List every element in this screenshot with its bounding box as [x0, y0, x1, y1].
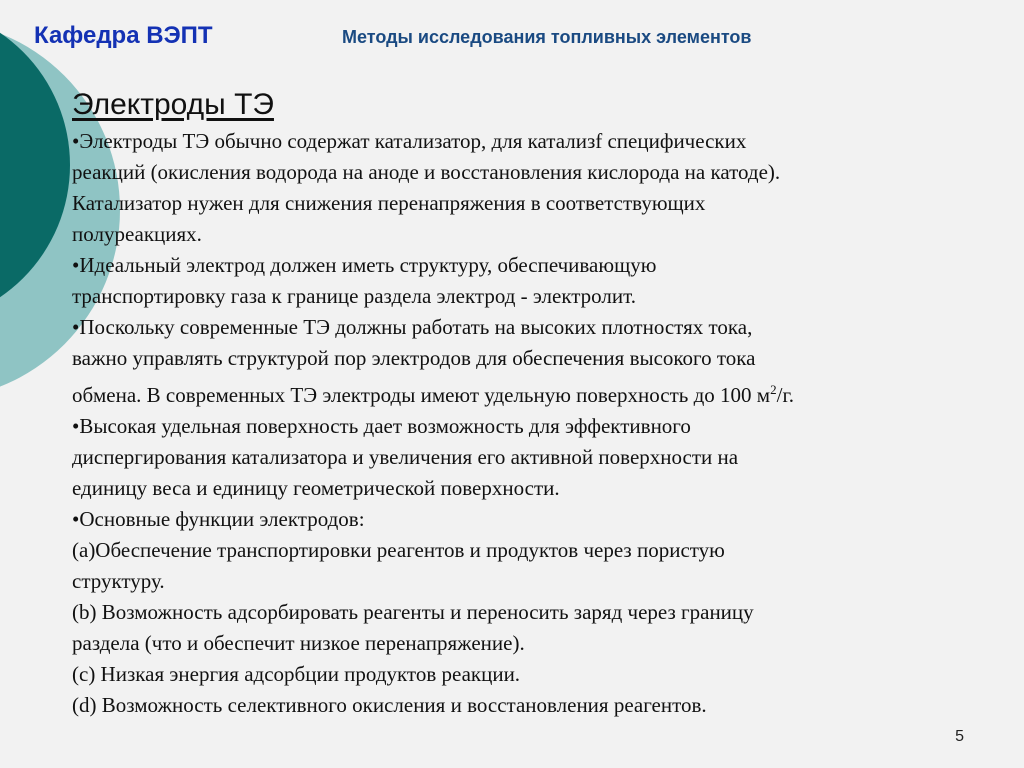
text-line-main: обмена. В современных ТЭ электроды имеют удельную поверхность до 100 м: [72, 383, 771, 407]
text-line: •Идеальный электрод должен иметь структуру, обеспечивающую: [72, 253, 657, 277]
text-line: раздела (что и обеспечит низкое перенапряжение).: [72, 631, 525, 655]
text-line-with-unit: [72, 374, 972, 411]
department-header: Кафедра ВЭПТ: [34, 22, 213, 49]
text-line: (b) Возможность адсорбировать реагенты и переносить заряд через границу: [72, 600, 754, 624]
unit-tail: /г.: [776, 383, 794, 407]
text-line: реакций (окисления водорода на аноде и восстановления кислорода на катоде).: [72, 160, 781, 184]
text-line: •Поскольку современные ТЭ должны работать на высоких плотностях тока,: [72, 315, 753, 339]
slide-title: Электроды ТЭ: [72, 88, 274, 121]
text-line: единицу веса и единицу геометрической поверхности.: [72, 476, 560, 500]
superscript: 2: [770, 382, 777, 397]
slide-body: [72, 126, 972, 721]
text-line: (а)Обеспечение транспортировки реагентов и продуктов через пористую: [72, 538, 725, 562]
text-line: структуру.: [72, 569, 165, 593]
course-header: Методы исследования топливных элементов: [342, 27, 752, 47]
text-line: полуреакциях.: [72, 222, 202, 246]
text-line: важно управлять структурой пор электродов для обеспечения высокого тока: [72, 346, 756, 370]
text-line: (d) Возможность селективного окисления и восстановления реагентов.: [72, 693, 707, 717]
text-line: (c) Низкая энергия адсорбции продуктов реакции.: [72, 662, 521, 686]
text-line: •Электроды ТЭ обычно содержат катализатор, для катализf специфических: [72, 129, 747, 153]
text-line: •Основные функции электродов:: [72, 507, 365, 531]
text-line: диспергирования катализатора и увеличения его активной поверхности на: [72, 445, 739, 469]
text-line: транспортировку газа к границе раздела электрод - электролит.: [72, 284, 636, 308]
text-line: •Высокая удельная поверхность дает возможность для эффективного: [72, 414, 691, 438]
text-line: Катализатор нужен для снижения перенапряжения в соответствующих: [72, 191, 706, 215]
page-number: 5: [955, 728, 964, 745]
